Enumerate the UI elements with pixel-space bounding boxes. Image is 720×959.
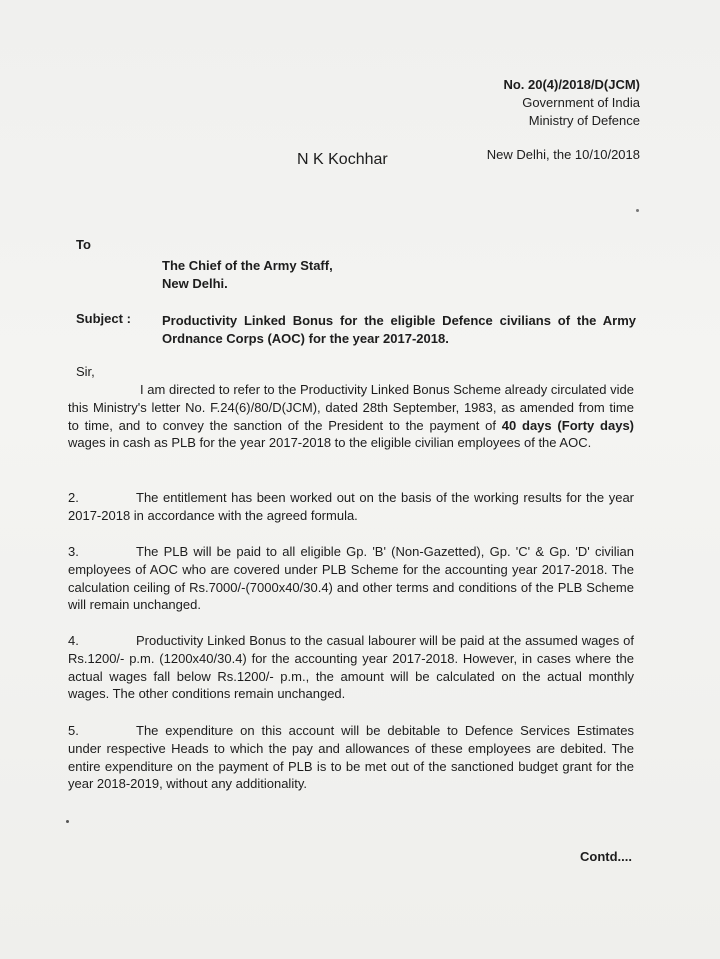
para1-text-b: wages in cash as PLB for the year 2017-2018 to the eligible civilian employees of the AOC.: [68, 435, 592, 451]
paragraph-2: [68, 489, 634, 525]
para3-text: The PLB will be paid to all eligible Gp. 'B' (Non-Gazetted), Gp. 'C' & Gp. 'D' civilian employees of AOC who are covered under PLB Scheme for the accounting year 2017-2018. The calculation ceiling of Rs.7000/-(7000x40/30.4) and other terms and conditions of the PLB Scheme will remain unchanged.: [68, 544, 634, 613]
para5-text: The expenditure on this account will be debitable to Defence Services Estimates under respective Heads to which the pay and allowances of these employees are debited. The entire expenditure on the payment of PLB is to be met out of the sanctioned budget grant for the year 2018-2019, without any additionality.: [68, 723, 634, 792]
addressee-line2: New Delhi.: [162, 276, 228, 291]
paragraph-5: [68, 722, 634, 793]
signatory-name: N K Kochhar: [297, 151, 388, 168]
org-government: Government of India: [522, 95, 640, 110]
para2-text: The entitlement has been worked out on the basis of the working results for the year 2017-2018 in accordance with the agreed formula.: [68, 490, 634, 523]
para5-number: 5.: [68, 723, 79, 738]
paragraph-4: [68, 632, 634, 703]
para3-number: 3.: [68, 544, 79, 559]
paragraph-1: [68, 381, 634, 452]
subject-line2: Ordnance Corps (AOC) for the year 2017-2018.: [162, 331, 449, 346]
para1-bold: 40 days (Forty days): [501, 417, 635, 433]
reference-number: No. 20(4)/2018/D(JCM): [503, 77, 640, 92]
para1-text-a: I am directed to refer to the Productivity Linked Bonus Scheme already circulated vide this Ministry's letter No. F.24(6)/80/D(JCM), dated 28th September, 1983, as amended from time to time, and to convey the sanction of the President to the payment of: [68, 382, 634, 433]
org-ministry: Ministry of Defence: [528, 113, 640, 128]
place-date: New Delhi, the 10/10/2018: [486, 147, 640, 162]
para2-number: 2.: [68, 490, 79, 505]
salutation: Sir,: [76, 364, 95, 379]
ink-dot: [636, 209, 639, 212]
subject-label: Subject :: [76, 311, 131, 326]
subject-line1: Productivity Linked Bonus for the eligible Defence civilians of the Army: [162, 313, 636, 328]
continued-marker: Contd....: [580, 849, 632, 864]
paragraph-3: [68, 543, 634, 614]
ink-dot: [66, 820, 69, 823]
addressee-line1: The Chief of the Army Staff,: [162, 258, 333, 273]
para4-number: 4.: [68, 633, 79, 648]
to-label: To: [76, 237, 91, 252]
para4-text: Productivity Linked Bonus to the casual labourer will be paid at the assumed wages of Rs.1200/- p.m. (1200x40/30.4) for the accounting year 2017-2018. However, in cases where the actual wages fall below Rs.1200/- p.m., the amount will be calculated on the actual monthly wages. The other conditions remain unchanged.: [68, 633, 634, 702]
